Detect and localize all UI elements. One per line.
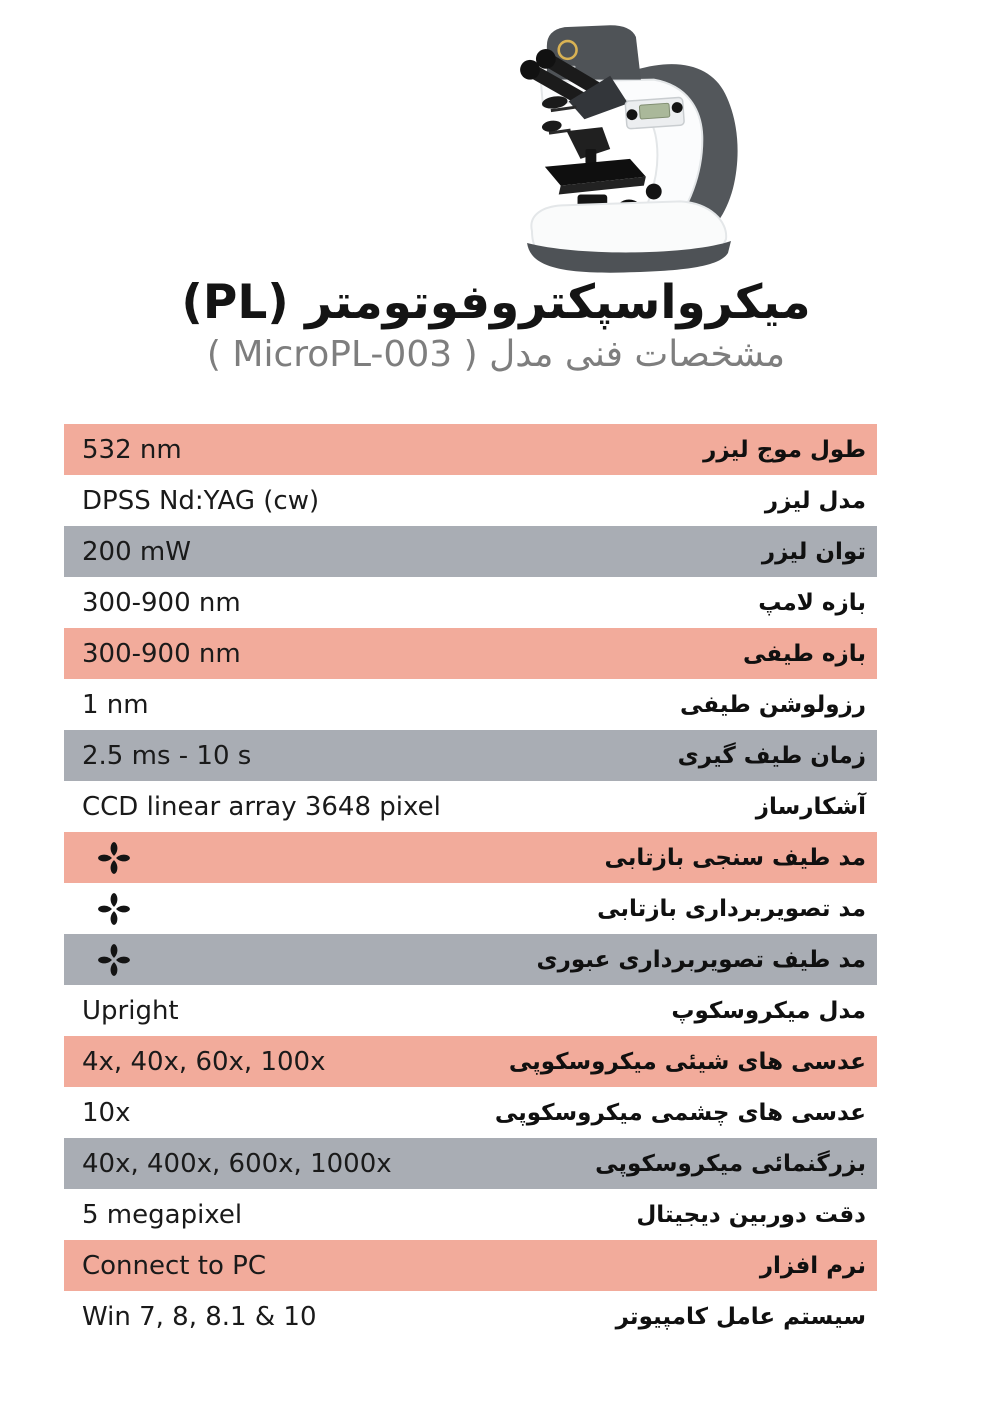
spec-label: آشکارساز xyxy=(755,793,866,820)
page-subtitle: مشخصات فنی مدل ( MicroPL-003 ) xyxy=(206,334,786,376)
page-title: میکرواسپکتروفوتومتر (PL) xyxy=(181,275,811,330)
control-panel xyxy=(625,97,684,129)
spec-value-text: Win 7, 8, 8.1 & 10 xyxy=(82,1301,317,1332)
spec-row xyxy=(64,883,877,934)
spec-label: دقت دوربین دیجیتال xyxy=(636,1201,866,1228)
four-petal-check-icon xyxy=(96,839,132,877)
spec-row xyxy=(64,781,877,832)
spec-label: رزولوشن طیفی xyxy=(679,691,866,718)
spec-value-text: 2.5 ms - 10 s xyxy=(82,740,252,771)
spec-label: سیستم عامل کامپیوتر xyxy=(615,1303,866,1330)
spec-value-text: 4x, 40x, 60x, 100x xyxy=(82,1046,326,1077)
spec-row xyxy=(64,1240,877,1291)
spec-label: مدل میکروسکوپ xyxy=(671,997,866,1024)
spec-label: بازه لامپ xyxy=(758,589,866,616)
four-petal-check-icon xyxy=(96,941,132,979)
spec-value-text: 1 nm xyxy=(82,689,149,720)
spec-row xyxy=(64,679,877,730)
base xyxy=(527,201,731,272)
spec-value-text: Connect to PC xyxy=(82,1250,266,1281)
spec-row xyxy=(64,985,877,1036)
spec-label: نرم افزار xyxy=(759,1252,866,1279)
spec-value xyxy=(64,588,241,618)
spec-label: طول موج لیزر xyxy=(703,436,866,463)
spec-value xyxy=(64,1302,316,1332)
spec-value xyxy=(64,690,149,720)
spec-row xyxy=(64,1036,877,1087)
spec-row xyxy=(64,832,877,883)
spec-value xyxy=(64,639,241,669)
spec-row xyxy=(64,1189,877,1240)
spec-label: مد طیف سنجی بازتابی xyxy=(604,844,866,871)
spec-label: بزرگنمائی میکروسکوپی xyxy=(595,1150,866,1177)
four-petal-check-icon xyxy=(96,890,132,928)
spec-label: مدل لیزر xyxy=(764,487,866,514)
spec-value-text: 300-900 nm xyxy=(82,587,241,618)
header xyxy=(0,276,992,377)
spec-row xyxy=(64,475,877,526)
spec-value xyxy=(64,1047,325,1077)
spec-value-text: 200 mW xyxy=(82,536,191,567)
spec-row xyxy=(64,526,877,577)
spec-value xyxy=(64,839,132,877)
spec-value xyxy=(64,941,132,979)
spec-value xyxy=(64,486,319,516)
spec-label: عدسی های چشمی میکروسکوپی xyxy=(494,1099,866,1126)
spec-value xyxy=(64,435,182,465)
spec-label: بازه طیفی xyxy=(743,640,866,667)
spec-row xyxy=(64,628,877,679)
spec-row xyxy=(64,934,877,985)
spec-value-text: 300-900 nm xyxy=(82,638,241,669)
spec-value xyxy=(64,1251,266,1281)
spec-value-text: 532 nm xyxy=(82,434,182,465)
spec-value xyxy=(64,741,251,771)
spec-value-text: 5 megapixel xyxy=(82,1199,243,1230)
spec-value-text: DPSS Nd:YAG (cw) xyxy=(82,485,320,516)
spec-row xyxy=(64,1087,877,1138)
spec-value-text: CCD linear array 3648 pixel xyxy=(82,791,441,822)
nosepiece xyxy=(567,127,611,164)
spec-row xyxy=(64,577,877,628)
spec-row xyxy=(64,1291,877,1342)
spec-value xyxy=(64,890,132,928)
microscope-illustration xyxy=(432,10,828,278)
spec-value xyxy=(64,792,441,822)
spec-value-text: 10x xyxy=(82,1097,131,1128)
spec-value xyxy=(64,1149,392,1179)
spec-value xyxy=(64,1200,242,1230)
spec-value xyxy=(64,996,179,1026)
spec-label: مد تصویربرداری بازتابی xyxy=(597,895,866,922)
spec-row xyxy=(64,730,877,781)
spec-label: زمان طیف گیری xyxy=(677,742,866,769)
spec-value xyxy=(64,1098,130,1128)
spec-label: عدسی های شیئی میکروسکوپی xyxy=(508,1048,866,1075)
spec-value xyxy=(64,537,191,567)
spec-value-text: 40x, 400x, 600x, 1000x xyxy=(82,1148,392,1179)
spec-value-text: Upright xyxy=(82,995,179,1026)
spec-label: مد طیف تصویربرداری عبوری xyxy=(536,946,866,973)
stage xyxy=(545,159,646,195)
spec-row xyxy=(64,424,877,475)
spec-table xyxy=(64,424,877,1342)
spec-row xyxy=(64,1138,877,1189)
spec-label: توان لیزر xyxy=(761,538,866,565)
